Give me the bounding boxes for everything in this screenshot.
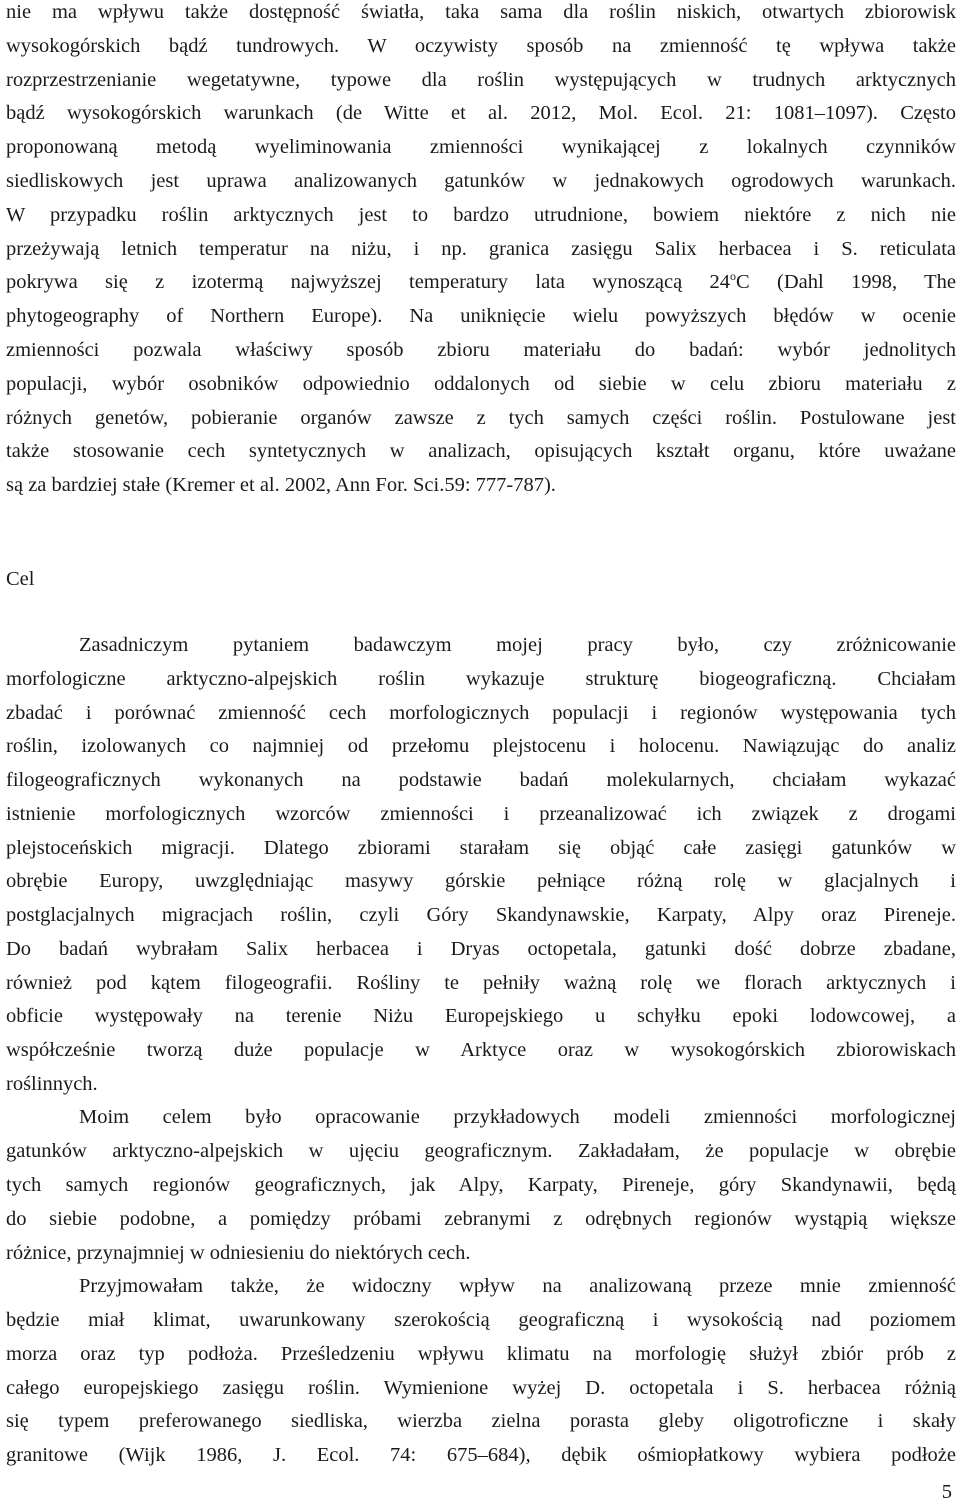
text-line: różnych genetów, pobieranie organów zawsze z tych samych części roślin. Postulowane jest: [6, 407, 956, 429]
text-line: W przypadku roślin arktycznych jest to bardzo utrudnione, bowiem niektóre z nich nie: [6, 204, 956, 226]
text-line: Zasadniczym pytaniem badawczym mojej pracy było, czy zróżnicowanie: [79, 634, 956, 656]
text-line: filogeograficznych wykonanych na podstawie badań molekularnych, chciałam wykazać: [6, 769, 956, 791]
degree-superscript: o: [730, 269, 737, 283]
text-line: będzie miał klimat, uwarunkowany szerokością geograficzną i wysokością nad poziomem: [6, 1309, 956, 1331]
isotherm-text: pokrywa się z izotermą najwyższej temperatury lata wynoszącą 24: [6, 271, 731, 293]
text-line: siedliskowych jest uprawa analizowanych gatunków w jednakowych ogrodowych warunkach.: [6, 170, 956, 192]
text-line: współcześnie tworzą duże populacje w Arktyce oraz w wysokogórskich zbiorowiskach: [6, 1039, 956, 1061]
text-line: także stosowanie cech syntetycznych w analizach, opisujących kształt organu, które uważane: [6, 440, 956, 462]
text-line: bądź wysokogórskich warunkach (de Witte et al. 2012, Mol. Ecol. 21: 1081–1097). Często: [6, 102, 956, 124]
text-line: Przyjmowałam także, że widoczny wpływ na analizowaną przeze mnie zmienność: [79, 1275, 956, 1297]
text-line: istnienie morfologicznych wzorców zmienności i przeanalizować ich związek z drogami: [6, 803, 956, 825]
text-line: tych samych regionów geograficznych, jak Alpy, Karpaty, Pireneje, góry Skandynawii, będą: [6, 1174, 956, 1196]
isotherm-text-end: C (Dahl 1998, The: [736, 271, 956, 293]
text-line: populacji, wybór osobników odpowiednio oddalonych od siebie w celu zbioru materiału z: [6, 373, 956, 395]
text-line: do siebie podobne, a pomiędzy próbami zebranymi z odrębnych regionów wystąpią większe: [6, 1208, 956, 1230]
text-line: morza oraz typ podłoża. Prześledzeniu wpływu klimatu na morfologię służył zbiór prób z: [6, 1343, 956, 1365]
text-line: Moim celem było opracowanie przykładowych modeli zmienności morfologicznej: [79, 1106, 956, 1128]
text-line-isotherm: [6, 265, 956, 299]
text-line: rozprzestrzenianie wegetatywne, typowe dla roślin występujących w trudnych arktycznych: [6, 69, 956, 91]
text-line: również pod kątem filogeografii. Rośliny te pełniły ważną rolę we florach arktycznych i: [6, 972, 956, 994]
text-line: Do badań wybrałam Salix herbacea i Dryas octopetala, gatunki dość dobrze zbadane,: [6, 938, 956, 960]
text-line: różnice, przynajmniej w odniesieniu do niektórych cech.: [6, 1242, 471, 1264]
text-line: roślin, izolowanych co najmniej od przełomu plejstocenu i holocenu. Nawiązując do analiz: [6, 735, 956, 757]
text-line: plejstoceńskich migracji. Dlatego zbiorami starałam się objąć całe zasięgi gatunków w: [6, 837, 956, 859]
text-line: morfologiczne arktyczno-alpejskich roślin wykazuje strukturę biogeograficzną. Chciałam: [6, 668, 956, 690]
text-line: są za bardziej stałe (Kremer et al. 2002, Ann For. Sci.59: 777-787).: [6, 474, 556, 496]
text-line: wysokogórskich bądź tundrowych. W oczywisty sposób na zmienność tę wpływa także: [6, 35, 956, 57]
text-line: gatunków arktyczno-alpejskich w ujęciu geograficznym. Zakładałam, że populacje w obrębie: [6, 1140, 956, 1162]
text-line: nie ma wpływu także dostępność światła, taka sama dla roślin niskich, otwartych zbiorowisk: [6, 1, 956, 23]
text-line: zmienności pozwala właściwy sposób zbioru materiału do badań: wybór jednolitych: [6, 339, 956, 361]
text-line: postglacjalnych migracjach roślin, czyli Góry Skandynawskie, Karpaty, Alpy oraz Pireneje.: [6, 904, 956, 926]
text-line: granitowe (Wijk 1986, J. Ecol. 74: 675–684), dębik ośmiopłatkowy wybiera podłoże: [6, 1444, 956, 1466]
page-number: 5: [941, 1481, 952, 1503]
text-line: zbadać i porównać zmienność cech morfologicznych populacji i regionów występowania tych: [6, 702, 956, 724]
text-line: obficie występowały na terenie Niżu Europejskiego u schyłku epoki lodowcowej, a: [6, 1005, 956, 1027]
text-line: proponowaną metodą wyeliminowania zmienności wynikającej z lokalnych czynników: [6, 136, 956, 158]
text-line: obrębie Europy, uwzględniając masywy górskie pełniące różną rolę w glacjalnych i: [6, 870, 956, 892]
text-line: się typem preferowanego siedliska, wierzba zielna porasta gleby oligotroficzne i skały: [6, 1410, 956, 1432]
text-line: roślinnych.: [6, 1073, 98, 1095]
text-line: całego europejskiego zasięgu roślin. Wymienione wyżej D. octopetala i S. herbacea różnią: [6, 1377, 956, 1399]
text-line: przeżywają letnich temperatur na niżu, i np. granica zasięgu Salix herbacea i S. reticulata: [6, 238, 956, 260]
section-heading: Cel: [6, 568, 35, 590]
text-line: phytogeography of Northern Europe). Na uniknięcie wielu powyższych błędów w ocenie: [6, 305, 956, 327]
